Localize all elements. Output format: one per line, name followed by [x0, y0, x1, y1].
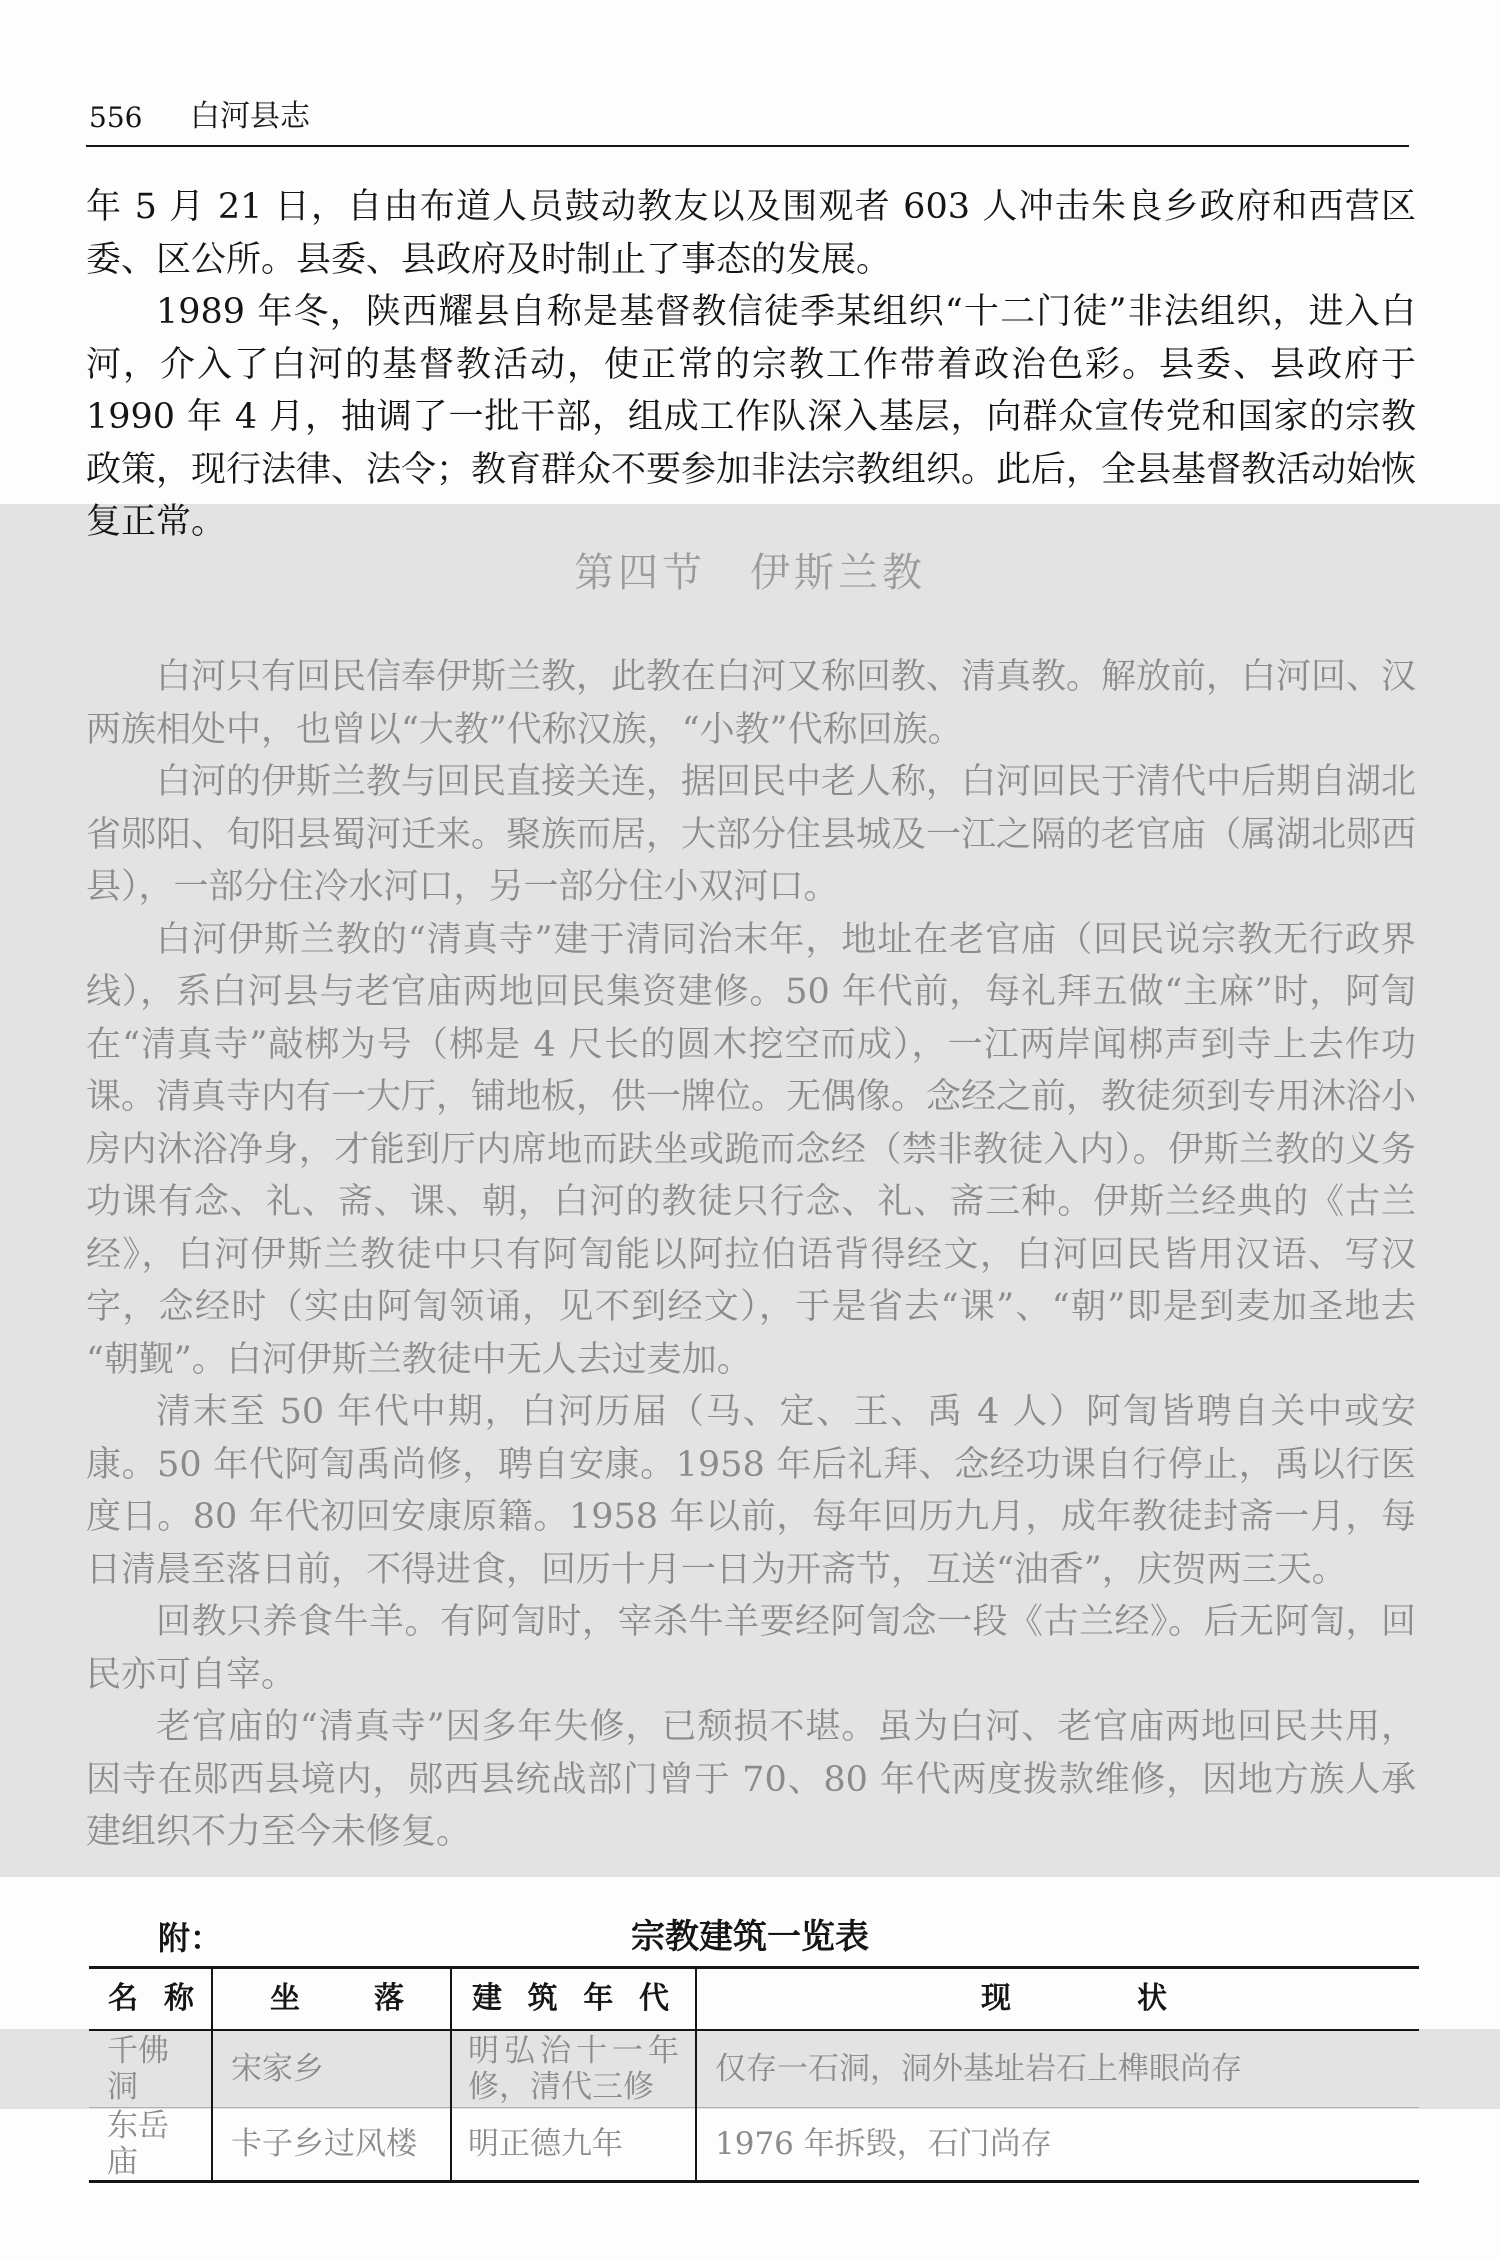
table-header-row [89, 1968, 1419, 2030]
cell-status: 仅存一石洞，洞外基址岩石上榫眼尚存 [696, 2030, 1419, 2108]
paragraph: 清末至 50 年代中期，白河历届（马、定、王、禹 4 人）阿訇皆聘自关中或安康。50 年代阿訇禹尚修，聘自安康。1958 年后礼拜、念经功课自行停止，禹以行医度日。80 年代初回安康原籍。1958 年以前，每年回历九月，成年教徒封斋一月，每日清晨至落日前，不得进食，回历十月一日为开斋节，互送“油香”，庆贺两三天。 [86, 1392, 1416, 1590]
section-title: 第四节 伊斯兰教 [574, 550, 926, 596]
table-title: 宗教建筑一览表 [631, 1917, 869, 1957]
cell-location: 卡子乡过风楼 [212, 2108, 451, 2182]
cell-build-date: 明正德九年 [451, 2108, 696, 2182]
paragraph: 回教只养食牛羊。有阿訇时，宰杀牛羊要经阿訇念一段《古兰经》。后无阿訇，回民亦可自宰。 [86, 1602, 1416, 1695]
cell-location: 宋家乡 [212, 2030, 451, 2108]
column-header-name: 名 称 [108, 1980, 194, 2016]
appendix-label: 附： [158, 1919, 223, 1957]
paragraph: 老官庙的“清真寺”因多年失修，已颓损不堪。虽为白河、老官庙两地回民共用，因寺在郧西县境内，郧西县统战部门曾于 70、80 年代两度拨款维修，因地方族人承建组织不力至今未修复。 [86, 1707, 1416, 1852]
header-rule [86, 145, 1409, 147]
cell-status: 1976 年拆毁，石门尚存 [696, 2108, 1419, 2182]
cell-name: 千佛洞 [107, 2032, 169, 2105]
intro-text [86, 181, 1417, 542]
paragraph: 白河伊斯兰教的“清真寺”建于清同治末年，地址在老官庙（回民说宗教无行政界线），系白河县与老官庙两地回民集资建修。50 年代前，每礼拜五做“主麻”时，阿訇在“清真寺”敲梆为号（梆是 4 尺长的圆木挖空而成），一江两岸闻梆声到寺上去作功课。清真寺内有一大厅，铺地板，供一牌位。无偶像。念经之前，教徒须到专用沐浴小房内沐浴净身，才能到厅内席地而趺坐或跪而念经（禁非教徒入内）。伊斯兰教的义务功课有念、礼、斋、课、朝，白河的教徒只行念、礼、斋三种。伊斯兰经典的《古兰经》，白河伊斯兰教徒中只有阿訇能以阿拉伯语背得经文，白河回民皆用汉语、写汉字，念经时（实由阿訇领诵，见不到经文），于是省去“课”、“朝”即是到麦加圣地去“朝觐”。白河伊斯兰教徒中无人去过麦加。 [86, 919, 1417, 1380]
cell-name: 东岳庙 [107, 2108, 169, 2180]
running-title: 白河县志 [190, 99, 310, 134]
paragraph: 1989 年冬，陕西耀县自称是基督教信徒季某组织“十二门徒”非法组织，进入白河，介入了白河的基督教活动，使正常的宗教工作带着政治色彩。县委、县政府于 1990 年 4 月，抽调了一批干部，组成工作队深入基层，向群众宣传党和国家的宗教政策，现行法律、法令；教育群众不要参加非法宗教组织。此后，全县基督教活动始恢复正常。 [86, 292, 1417, 542]
paragraph: 白河只有回民信奉伊斯兰教，此教在白河又称回教、清真教。解放前，白河回、汉两族相处中，也曾以“大教”代称汉族，“小教”代称回族。 [86, 657, 1417, 750]
column-header-location: 坐 落 [212, 1968, 451, 2030]
cell-build-date: 明弘治十一年修，清代三修 [451, 2030, 696, 2108]
table-row [89, 2108, 1419, 2182]
table-row [89, 2030, 1419, 2108]
paragraph: 白河的伊斯兰教与回民直接关连，据回民中老人称，白河回民于清代中后期自湖北省郧阳、旬阳县蜀河迁来。聚族而居，大部分住县城及一江之隔的老官庙（属湖北郧西县），一部分住冷水河口，另一部分住小双河口。 [86, 762, 1417, 907]
column-header-status: 现 状 [696, 1968, 1419, 2030]
page-number: 556 [89, 101, 143, 134]
column-header-build-date: 建 筑 年 代 [451, 1968, 696, 2030]
paragraph: 年 5 月 21 日，自由布道人员鼓动教友以及围观者 603 人冲击朱良乡政府和西营区委、区公所。县委、县政府及时制止了事态的发展。 [86, 187, 1416, 280]
religious-buildings-table [89, 1966, 1419, 2183]
section-body [86, 651, 1416, 1863]
